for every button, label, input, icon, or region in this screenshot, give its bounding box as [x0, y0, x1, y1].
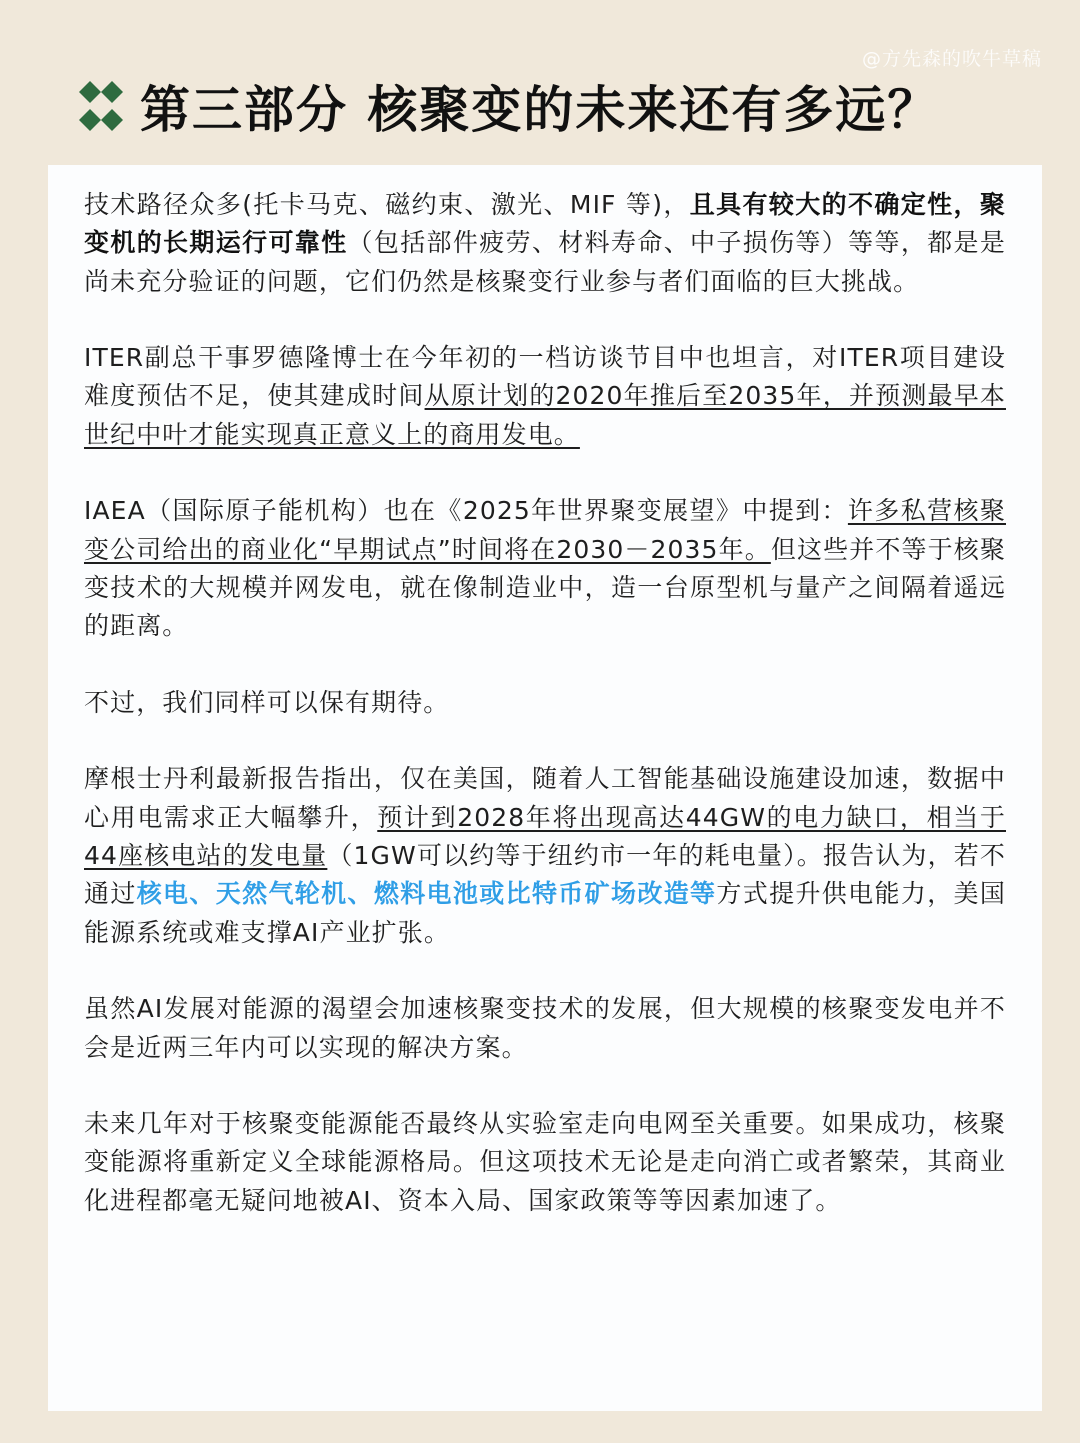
- paragraph-4: [84, 684, 1006, 722]
- highlighted-text: 核电、天然气轮机、燃料电池或比特币矿场改造等: [136, 879, 717, 909]
- green-diamond-cluster-icon: [74, 79, 128, 133]
- text: （包括部件疲劳、材料寿命、中子损伤等）等等，都是是尚未充分验证的问题，它们仍然是核聚变行业参与者们面临的巨大挑战。: [84, 228, 1006, 296]
- text: 摩根士丹利最新报告指出，仅在美国，随着人工智能基础设施建设加速，数据中心用电需求正大幅攀升，: [84, 764, 1006, 832]
- paragraph-3: [84, 492, 1006, 645]
- text: （1GW可以约等于纽约市一年的耗电量）。报告认为，若不通过: [84, 841, 1007, 909]
- text: 不过，我们同样可以保有期待。: [84, 687, 450, 717]
- page-title: 第三部分 核聚变的未来还有多远？: [140, 81, 940, 139]
- paragraph-1: [84, 186, 1006, 301]
- underlined-text: 预计到2028年将出现高达44GW的电力缺口，相当于44座核电站的发电量: [84, 802, 1006, 871]
- paragraph-7: [84, 1105, 1006, 1220]
- text: 未来几年对于核聚变能源能否最终从实验室走向电网至关重要。如果成功，核聚变能源将重新定义全球能源格局。但这项技术无论是走向消亡或者繁荣，其商业化进程都毫无疑问地被AI、资本入局、国家政策等等因素加速了。: [84, 1109, 1006, 1215]
- paragraph-5: [84, 760, 1006, 951]
- text: 但这些并不等于核聚变技术的大规模并网发电，就在像制造业中，造一台原型机与量产之间隔着遥远的距离。: [84, 534, 1006, 641]
- underlined-text: 许多私营核聚变公司给出的商业化“早期试点”时间将在2030－2035年。: [84, 496, 1006, 564]
- underlined-text: 从原计划的2020年推后至2035年，并预测最早本世纪中叶才能实现真正意义上的商用发电。: [84, 381, 1006, 449]
- paragraph-2: [84, 339, 1006, 454]
- text: ITER副总干事罗德隆博士在今年初的一档访谈节目中也坦言，对ITER项目建设难度预估不足，使其建成时间: [84, 343, 1006, 411]
- bold-text: 且具有较大的不确定性，聚变机的长期运行可靠性: [84, 190, 1006, 258]
- watermark: @方先森的吹牛草稿: [861, 48, 1042, 70]
- title-row: [74, 74, 939, 138]
- paragraph-6: [84, 990, 1006, 1067]
- text: IAEA（国际原子能机构）也在《2025年世界聚变展望》中提到：: [84, 496, 848, 526]
- text: 方式提升供电能力，美国能源系统或难支撑AI产业扩张。: [84, 879, 1007, 947]
- text: 技术路径众多(托卡马克、磁约束、激光、MIF 等)，: [84, 190, 690, 219]
- text: 虽然AI发展对能源的渴望会加速核聚变技术的发展，但大规模的核聚变发电并不会是近两三年内可以实现的解决方案。: [84, 994, 1006, 1062]
- article-body: [84, 186, 1006, 1258]
